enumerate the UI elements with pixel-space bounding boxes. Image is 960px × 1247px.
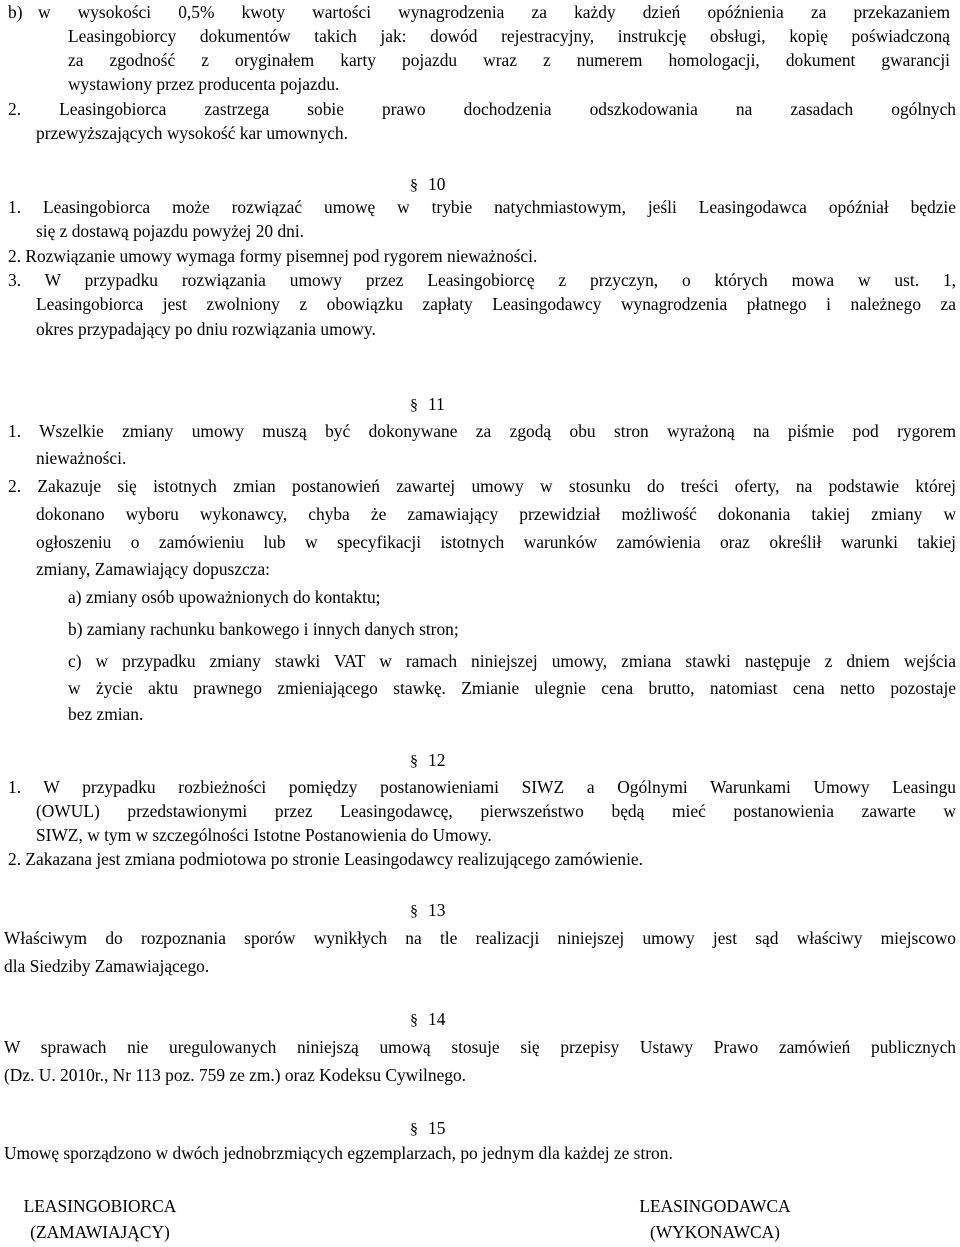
s15-line: Umowę sporządzono w dwóch jednobrzmiących egzemplarzach, po jednym dla każdej ze stron. xyxy=(4,1143,673,1163)
signature-party: LEASINGOBIORCA xyxy=(23,1196,177,1216)
item-b-line: w wysokości 0,5% kwoty wartości wynagrodzenia za każdy dzień opóźnienia za przekazaniem xyxy=(38,2,950,22)
signature-role: (ZAMAWIAJĄCY) xyxy=(30,1222,170,1242)
section-number: 12 xyxy=(428,750,446,770)
s11-line: zmiany, Zamawiający dopuszcza: xyxy=(36,559,271,579)
s11-line: 1. Wszelkie zmiany umowy muszą być dokonywane za zgodą obu stron wyrażoną na piśmie pod rygorem xyxy=(8,421,956,441)
section-sign: § xyxy=(410,753,418,770)
section-number: 14 xyxy=(428,1009,446,1029)
section-number: 15 xyxy=(428,1118,446,1138)
section-sign: § xyxy=(410,177,418,194)
s10-line: się z dostawą pojazdu powyżej 20 dni. xyxy=(36,221,305,241)
section-heading-12 xyxy=(410,748,445,774)
s10-line: okres przypadający po dniu rozwiązania umowy. xyxy=(36,319,376,339)
s10-line: 2. Rozwiązanie umowy wymaga formy pisemnej pod rygorem nieważności. xyxy=(8,246,538,266)
s13-line: Właściwym do rozpoznania sporów wynikłych na tle realizacji niniejszej umowy jest sąd właściwy miejscowo xyxy=(4,928,956,948)
section-sign: § xyxy=(410,1012,418,1029)
s14-line: W sprawach nie uregulowanych niniejszą umową stosuje się przepisy Ustawy Prawo zamówień publicznych xyxy=(4,1037,956,1057)
s12-line: SIWZ, w tym w szczególności Istotne Postanowienia do Umowy. xyxy=(36,825,492,845)
s10-line: 1. Leasingobiorca może rozwiązać umowę w trybie natychmiastowym, jeśli Leasingodawca opóźniał będzie xyxy=(8,197,956,217)
s11-line: nieważności. xyxy=(36,448,127,468)
s12-line: 1. W przypadku rozbieżności pomiędzy postanowieniami SIWZ a Ogólnymi Warunkami Umowy Leasingu xyxy=(8,777,956,797)
signature-leasingobiorca xyxy=(0,1193,200,1245)
section-heading-13 xyxy=(410,898,445,924)
s11-line: dokonano wyboru wykonawcy, chyba że zamawiający przewidział możliwość dokonania takiej zmiany w xyxy=(36,504,956,524)
s11-item-c: bez zmian. xyxy=(68,704,144,724)
s10-line: Leasingobiorca jest zwolniony z obowiązku zapłaty Leasingodawcy wynagrodzenia płatnego i należnego za xyxy=(36,294,956,314)
section-heading-11 xyxy=(410,392,445,418)
item-b-line: Leasingobiorcy dokumentów takich jak: dowód rejestracyjny, instrukcję obsługi, kopię poświadczoną xyxy=(68,26,950,46)
s10-line: 3. W przypadku rozwiązania umowy przez Leasingobiorcę z przyczyn, o których mowa w ust. 1, xyxy=(8,270,956,290)
section-number: 13 xyxy=(428,900,446,920)
s12-line: (OWUL) przedstawionymi przez Leasingodawcę, pierwszeństwo będą mieć postanowienia zawarte w xyxy=(36,801,956,821)
section-sign: § xyxy=(410,1121,418,1138)
s11-item-b: b) zamiany rachunku bankowego i innych danych stron; xyxy=(68,619,459,639)
s14-line: (Dz. U. 2010r., Nr 113 poz. 759 ze zm.) oraz Kodeksu Cywilnego. xyxy=(4,1065,467,1085)
item-b-line: wystawiony przez producenta pojazdu. xyxy=(68,74,340,94)
s11-line: 2. Zakazuje się istotnych zmian postanowień zawartej umowy w stosunku do treści oferty, na podstawie której xyxy=(8,476,956,496)
signature-leasingodawca xyxy=(615,1193,815,1245)
section-heading-15 xyxy=(410,1116,445,1142)
s11-line: ogłoszeniu o zamówieniu lub w specyfikacji istotnych warunków zamówienia oraz określił warunki takiej xyxy=(36,532,956,552)
signature-role: (WYKONAWCA) xyxy=(650,1222,780,1242)
s11-item-c: w życie aktu prawnego zmieniającego stawkę. Zmianie ulegnie cena brutto, natomiast cena netto pozostaje xyxy=(68,678,956,698)
item-b-label: b) xyxy=(8,2,23,22)
point-2-line: 2. Leasingobiorca zastrzega sobie prawo dochodzenia odszkodowania na zasadach ogólnych xyxy=(8,99,956,119)
item-b-line: za zgodność z oryginałem karty pojazdu wraz z numerem homologacji, dokument gwarancji xyxy=(68,50,950,70)
point-2-line: przewyższających wysokość kar umownych. xyxy=(36,123,348,143)
section-sign: § xyxy=(410,903,418,920)
s13-line: dla Siedziby Zamawiającego. xyxy=(4,956,210,976)
s11-item-a: a) zmiany osób upoważnionych do kontaktu; xyxy=(68,587,381,607)
section-number: 11 xyxy=(428,394,445,414)
section-sign: § xyxy=(410,397,418,414)
signature-party: LEASINGODAWCA xyxy=(639,1196,791,1216)
s12-line: 2. Zakazana jest zmiana podmiotowa po stronie Leasingodawcy realizującego zamówienie. xyxy=(8,849,643,869)
s11-item-c: c) w przypadku zmiany stawki VAT w ramach niniejszej umowy, zmiana stawki następuje z dniem wejścia xyxy=(68,651,956,671)
section-number: 10 xyxy=(428,174,446,194)
section-heading-14 xyxy=(410,1007,445,1033)
